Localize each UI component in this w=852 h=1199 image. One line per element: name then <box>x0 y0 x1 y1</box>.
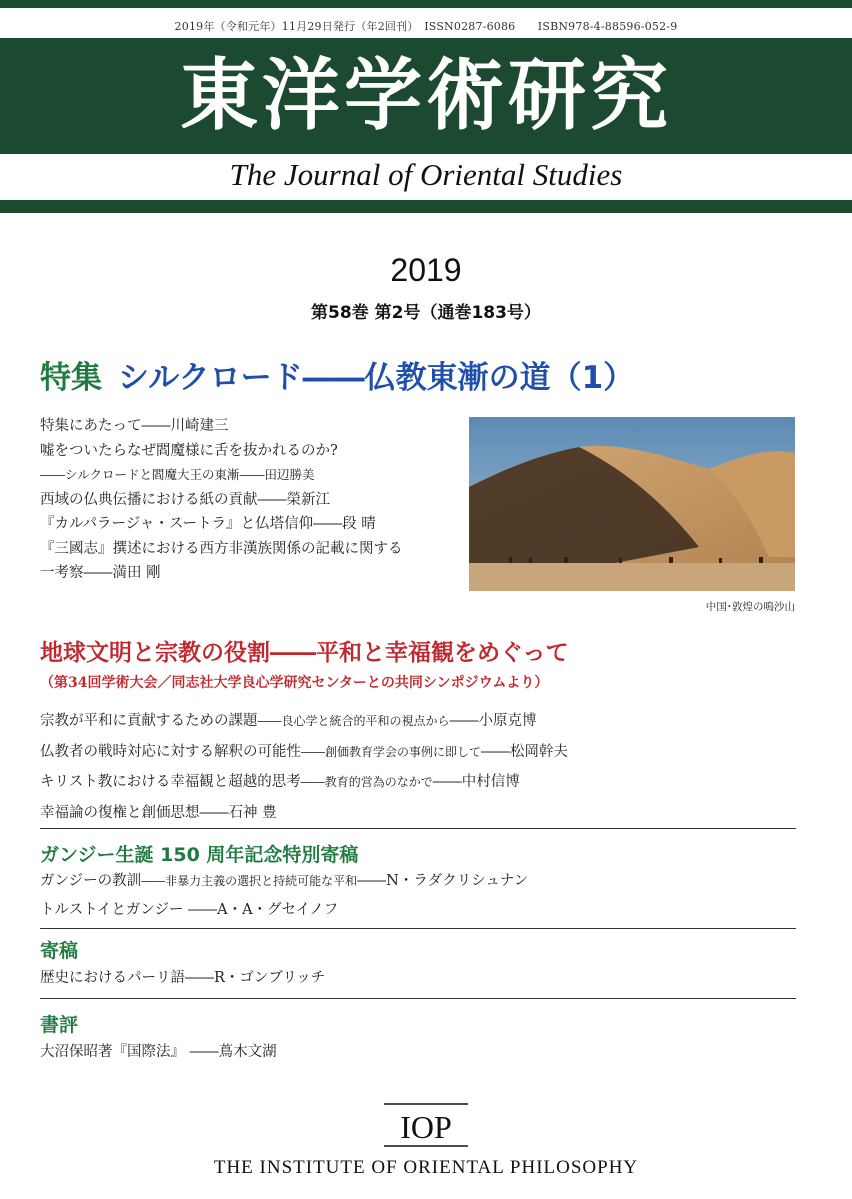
section3-article <box>40 869 528 890</box>
desert-dunes-illustration <box>469 417 795 591</box>
section3-article <box>40 898 338 919</box>
section-divider <box>40 828 796 829</box>
article-title: 歴史におけるパーリ語 <box>40 970 185 986</box>
article-subtitle: ――創価教育学会の事例に即して <box>301 744 482 759</box>
article-author: ――R・ゴンブリッチ <box>185 970 326 986</box>
article-author: ――小原克博 <box>449 713 537 729</box>
article-author: ――石神 豊 <box>199 804 277 821</box>
feature-article: 特集にあたって――川崎建三 <box>40 418 229 434</box>
feature-article: 一考察――満田 剛 <box>40 565 161 581</box>
feature-article: 西域の仏典伝播における紙の貢献――榮新江 <box>40 491 330 508</box>
article-title: キリスト教における幸福観と超越的思考 <box>40 774 301 790</box>
section2-article <box>40 706 820 737</box>
section-divider <box>40 928 796 929</box>
section2-article <box>40 798 820 829</box>
article-title: 宗教が平和に貢献するための課題 <box>40 713 258 729</box>
header-top-stripe <box>0 0 852 8</box>
section2-subtitle: （第34回学術大会／同志社大学良心学研究センターとの共同シンポジウムより） <box>40 675 549 691</box>
article-author: ――中村信博 <box>432 774 520 790</box>
journal-title-en: The Journal of Oriental Studies <box>229 157 623 192</box>
article-author: ――蔦木文湖 <box>185 1044 277 1060</box>
feature-article: ――シルクロードと閻魔大王の東漸――田辺勝美 <box>40 467 315 482</box>
section4-article <box>40 966 325 987</box>
section2-article <box>40 767 820 798</box>
article-title: 大沼保昭著『国際法』 <box>40 1044 185 1060</box>
article-author: ――A・A・グセイノフ <box>183 902 339 918</box>
article-subtitle: ――非暴力主義の選択と持続可能な平和 <box>141 874 358 888</box>
section2-title: 地球文明と宗教の役割――平和と幸福観をめぐって <box>40 639 569 666</box>
section-divider <box>40 998 796 999</box>
title-band-bottom <box>0 200 852 213</box>
feature-article: 嘘をついたらなぜ閻魔様に舌を抜かれるのか? <box>40 442 338 459</box>
feature-title: シルクロード――仏教東漸の道（1） <box>118 360 635 396</box>
article-title: 仏教者の戦時対応に対する解釈の可能性 <box>40 743 301 760</box>
feature-heading <box>40 352 840 397</box>
section4-title: 寄稿 <box>40 940 79 962</box>
article-subtitle: ――良心学と統合的平和の視点から <box>257 714 450 728</box>
issue-volume: 第58巻 第2号（通巻183号） <box>311 303 541 323</box>
section2-article-list <box>40 706 820 828</box>
article-author: ――松岡幹夫 <box>481 743 569 760</box>
feature-article: 『三國志』撰述における西方非漢族関係の記載に関する <box>40 540 403 557</box>
section5-article <box>40 1040 277 1061</box>
publication-info: 2019年（令和元年）11月29日発行（年2回刊） ISSN0287-6086 ISBN978-4-88596-052-9 <box>174 20 678 33</box>
cover-photo-desert-dunes <box>469 417 795 591</box>
photo-caption: 中国･敦煌の鳴沙山 <box>705 601 795 613</box>
feature-label: 特集 <box>40 360 102 396</box>
section2-article <box>40 737 820 768</box>
article-title: 幸福論の復権と創価思想 <box>40 804 200 821</box>
iop-logo <box>378 1100 474 1150</box>
section3-title: ガンジー生誕 150 周年記念特別寄稿 <box>40 844 359 866</box>
issue-year: 2019 <box>390 252 462 288</box>
feature-article: 『カルパラージャ・スートラ』と仏塔信仰――段 晴 <box>40 516 376 532</box>
logo-text: IOP <box>400 1109 452 1145</box>
article-subtitle: ――教育的営為のなかで <box>300 775 433 789</box>
article-title: トルストイとガンジー <box>40 902 184 918</box>
article-author: ――N・ラダクリシュナン <box>357 873 529 889</box>
journal-title-jp: 東洋学術研究 <box>179 50 672 141</box>
feature-article-list <box>40 414 460 586</box>
article-title: ガンジーの教訓 <box>40 873 142 889</box>
institute-name: THE INSTITUTE OF ORIENTAL PHILOSOPHY <box>213 1157 639 1178</box>
section5-title: 書評 <box>40 1014 79 1036</box>
